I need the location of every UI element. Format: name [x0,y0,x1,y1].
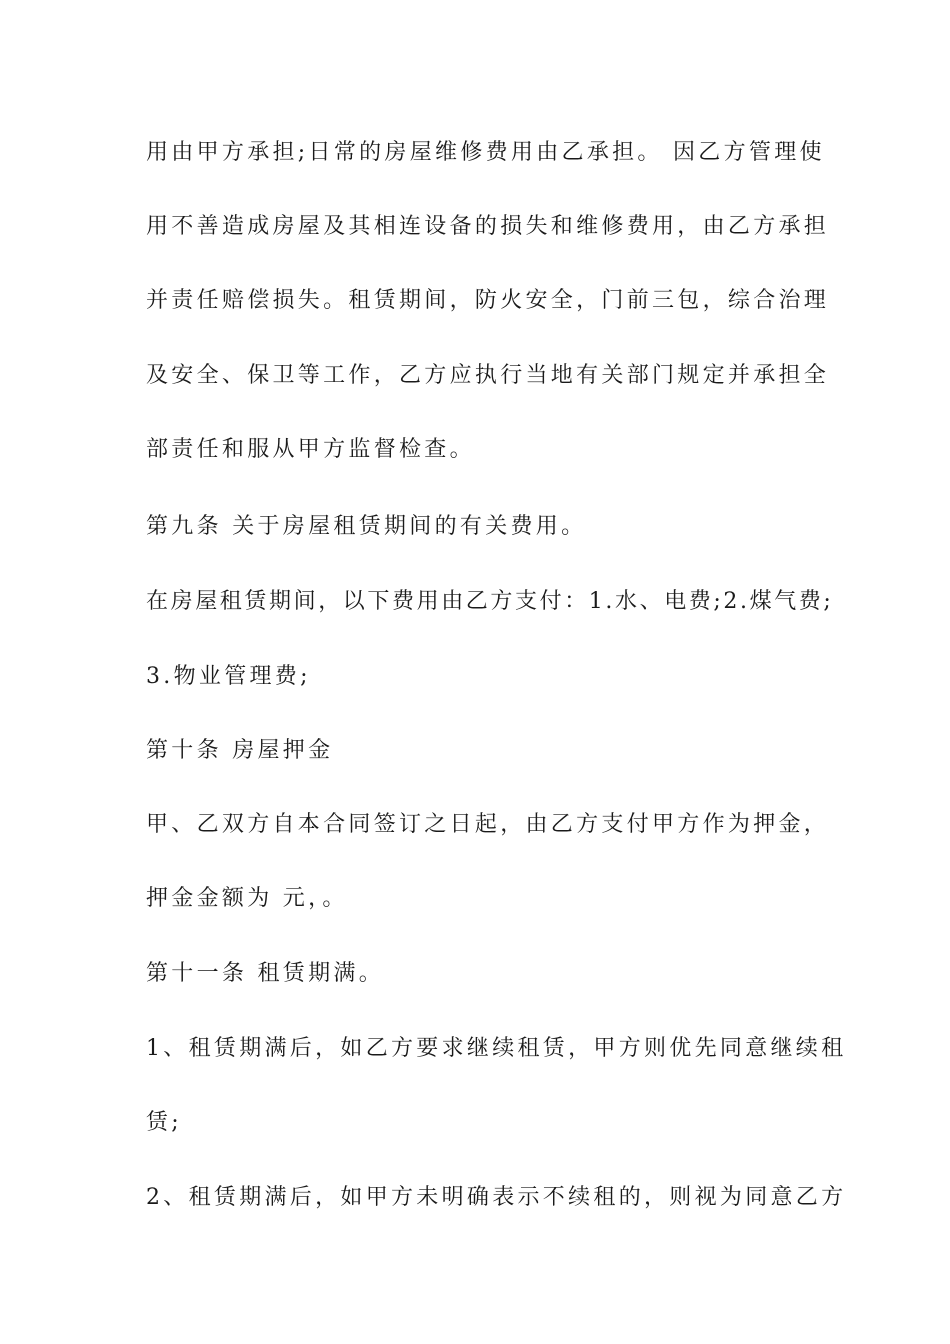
paragraph-line: 甲、乙双方自本合同签订之日起，由乙方支付甲方作为押金， [146,812,830,837]
article-heading: 第十一条 租赁期满。 [146,961,384,986]
paragraph-line: 2、租赁期满后，如甲方未明确表示不续租的，则视为同意乙方 [146,1185,847,1210]
paragraph-line: 及安全、保卫等工作，乙方应执行当地有关部门规定并承担全 [146,363,830,388]
paragraph-line: 用不善造成房屋及其相连设备的损失和维修费用，由乙方承担 [146,214,830,239]
paragraph-line: 1、租赁期满后，如乙方要求继续租赁，甲方则优先同意继续租 [146,1036,847,1061]
paragraph-line: 赁; [146,1110,183,1135]
paragraph-line: 用由甲方承担;日常的房屋维修费用由乙承担。 因乙方管理使 [146,140,825,165]
article-heading: 第十条 房屋押金 [146,738,334,763]
paragraph-line: 押金金额为 元，。 [146,886,348,911]
paragraph-line: 部责任和服从甲方监督检查。 [146,437,475,462]
paragraph-line: 并责任赔偿损失。租赁期间，防火安全，门前三包，综合治理 [146,288,830,313]
paragraph-line: 3.物业管理费; [146,664,311,689]
paragraph-line: 在房屋租赁期间，以下费用由乙方支付：1.水、电费;2.煤气费; [146,589,834,614]
article-heading: 第九条 关于房屋租赁期间的有关费用。 [146,514,587,539]
